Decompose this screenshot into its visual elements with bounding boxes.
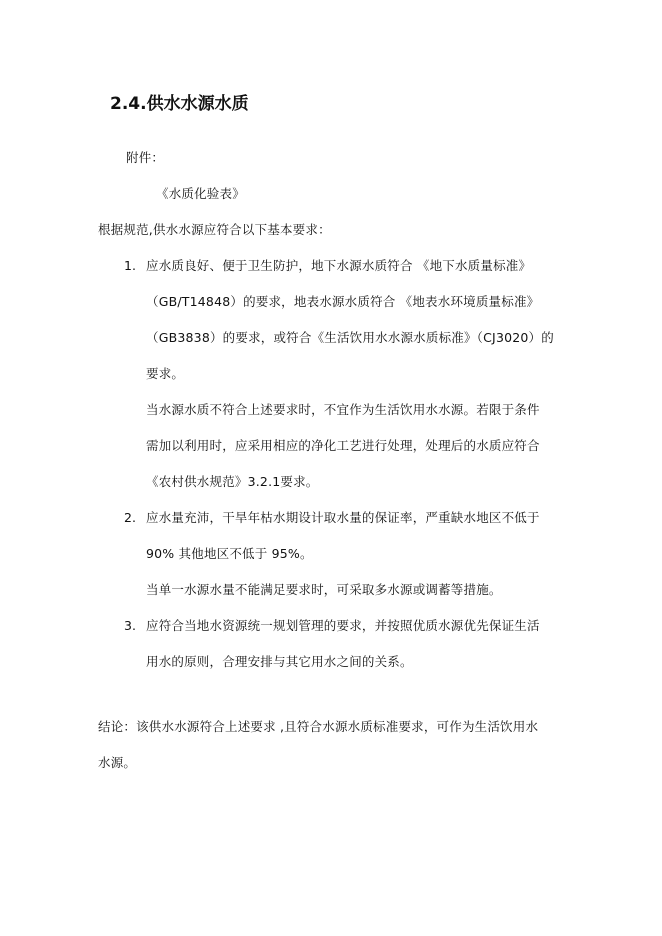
item-line: （GB3838）的要求，或符合《生活饮用水水源水质标准》（CJ3020）的 [146, 330, 554, 345]
item-line: 需加以利用时，应采用相应的净化工艺进行处理，处理后的水质应符合 [146, 438, 540, 453]
item-number: 2. [124, 510, 136, 525]
section-heading: 2.4.供水水源水质 [110, 94, 249, 114]
item-number: 1. [124, 258, 136, 273]
item-line: 应水量充沛，干旱年枯水期设计取水量的保证率，严重缺水地区不低于 [146, 510, 540, 525]
item-number: 3. [124, 618, 136, 633]
attachment-label: 附件： [126, 150, 165, 165]
item-line: 当单一水源水量不能满足要求时，可采取多水源或调蓄等措施。 [146, 582, 502, 597]
item-line: 应符合当地水资源统一规划管理的要求，并按照优质水源优先保证生活 [146, 618, 540, 633]
item-line: 应水质良好、便于卫生防护，地下水源水质符合 《地下水质量标准》 [146, 258, 532, 273]
item-line: 用水的原则，合理安排与其它用水之间的关系。 [146, 654, 413, 669]
item-line: 当水源水质不符合上述要求时，不宜作为生活饮用水水源。若限于条件 [146, 402, 540, 417]
item-line: 90% 其他地区不低于 95%。 [146, 546, 313, 561]
attachment-title: 《水质化验表》 [156, 186, 245, 201]
conclusion-line: 结论：该供水水源符合上述要求 ,且符合水源水质标准要求，可作为生活饮用水 [98, 719, 539, 734]
item-line: 要求。 [146, 366, 185, 381]
item-line: 《农村供水规范》3.2.1要求。 [146, 474, 319, 489]
conclusion-line: 水源。 [98, 755, 137, 770]
item-line: （GB/T14848）的要求，地表水源水质符合 《地表水环境质量标准》 [146, 294, 540, 309]
intro-text: 根据规范,供水水源应符合以下基本要求： [98, 222, 331, 237]
